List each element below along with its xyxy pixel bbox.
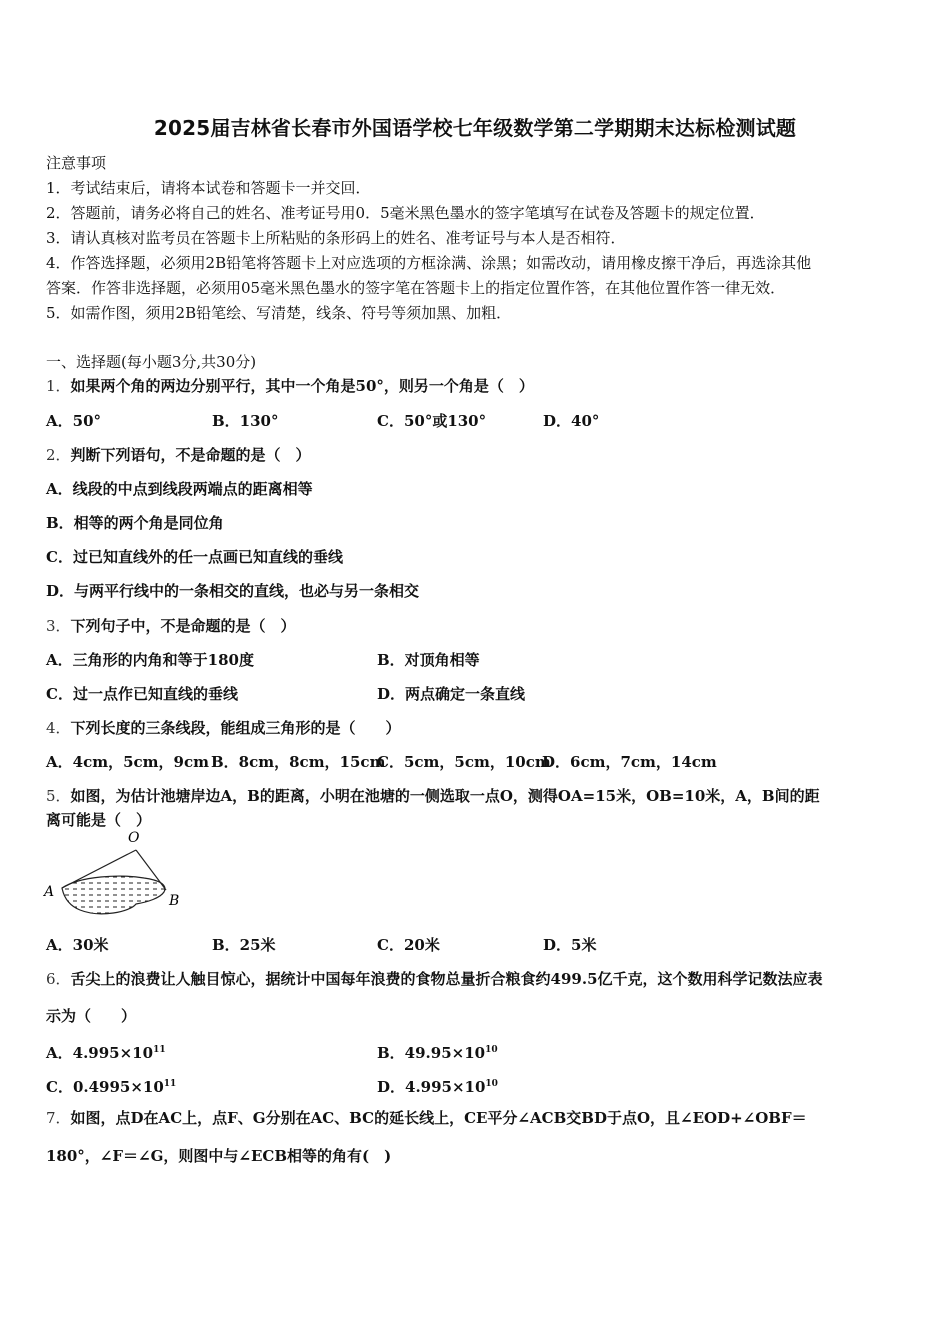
notice-item: 3．请认真核对监考员在答题卡上所粘贴的条形码上的姓名、准考证号与本人是否相符． [46,229,626,247]
label-o: O [128,830,140,846]
page-title: 2025届吉林省长春市外国语学校七年级数学第二学期期末达标检测试题 [153,116,797,140]
question-number: 6． [46,970,71,988]
option-a: A．4cm，5cm，9cm [46,753,209,771]
question-text: 如果两个角的两边分别平行，其中一个角是50°，则另一个角是（ ） [70,377,534,395]
notice-item: 2．答题前，请务必将自己的姓名、准考证号用0．5毫米黑色墨水的签字笔填写在试卷及答题卡的规定位置． [46,204,765,222]
notice-heading: 注意事项 [46,154,107,172]
question-number: 2． [46,446,71,464]
question-3 [46,615,296,637]
question-5 [46,785,820,807]
question-text: 示为（ ） [46,1007,137,1025]
option-b: B．130° [212,412,279,430]
option-a: A．线段的中点到线段两端点的距离相等 [46,480,313,498]
option-c: C．5cm，5cm，10cm [377,753,551,771]
option-b: B．$49.95\times 10^{10}$ [377,1044,498,1062]
question-6 [46,968,823,990]
label-a: A [44,884,55,900]
notice-item: 答案．作答非选择题，必须用05毫米黑色墨水的签字笔在答题卡上的指定位置作答，在其他位置作答一律无效． [46,279,786,297]
option-d: D．40° [543,412,600,430]
question-number: 1． [46,377,71,395]
option-d: D．$4.995\times 10^{10}$ [377,1078,498,1096]
option-b: B．对顶角相等 [377,651,480,669]
label-b: B [169,893,180,909]
option-c: C．$0.4995\times 10^{11}$ [46,1078,177,1096]
question-text: 下列句子中，不是命题的是（ ） [70,617,296,635]
option-d: D．两点确定一条直线 [377,685,526,703]
question-text: 判断下列语句，不是命题的是（ ） [70,446,311,464]
question-6-cont [46,1005,136,1027]
question-text: 如图，点D在AC上，点F、G分别在AC、BC的延长线上，CE平分∠ACB交BD于点O，且∠EOD+∠OBF＝ [70,1109,807,1127]
question-text: 如图，为估计池塘岸边A，B的距离，小明在池塘的一侧选取一点O，测得OA=15米，OB=10米，A，B间的距 [70,787,820,805]
question-number: 5． [46,787,71,805]
question-text: 离可能是（ ） [46,811,152,829]
option-d: D．5米 [543,936,597,954]
option-a: A．$4.995\times 10^{11}$ [46,1044,166,1062]
option-c: C．过一点作已知直线的垂线 [46,685,238,703]
question-7-cont [46,1145,391,1167]
question-text: 180°，∠F＝∠G，则图中与∠ECB相等的角有( ) [46,1147,392,1165]
option-d: D．与两平行线中的一条相交的直线，也必与另一条相交 [46,582,420,600]
notice-item: 4．作答选择题，必须用2B铅笔将答题卡上对应选项的方框涂满、涂黑；如需改动，请用橡皮擦干净后，再选涂其他 [46,254,812,272]
question-number: 3． [46,617,71,635]
question-number: 7． [46,1109,71,1127]
question-1 [46,375,534,397]
question-text: 下列长度的三条线段，能组成三角形的是（ ） [70,719,401,737]
question-number: 4． [46,719,71,737]
option-b: B．8cm，8cm，15cm [211,753,386,771]
option-c: C．20米 [377,936,440,954]
question-7 [46,1107,807,1129]
option-a: A．30米 [46,936,109,954]
question-text: 舌尖上的浪费让人触目惊心，据统计中国每年浪费的食物总量折合粮食约499.5亿千克，这个数用科学记数法应表 [70,970,823,988]
notice-item: 5．如需作图，须用2B铅笔绘、写清楚，线条、符号等须加黑、加粗． [46,304,512,322]
option-d: D．6cm，7cm，14cm [542,753,717,771]
section-heading: 一、选择题(每小题3分,共30分) [46,353,257,371]
option-a: A．50° [46,412,102,430]
option-c: C．50°或130° [377,412,487,430]
question-4 [46,717,401,739]
pond-shape [62,876,165,914]
option-c: C．过已知直线外的任一点画已知直线的垂线 [46,548,343,566]
option-b: B．25米 [212,936,276,954]
notice-item: 1．考试结束后，请将本试卷和答题卡一并交回． [46,179,371,197]
pond-figure [40,826,190,921]
option-a: A．三角形的内角和等于180度 [46,651,254,669]
option-b: B．相等的两个角是同位角 [46,514,224,532]
question-2 [46,444,311,466]
